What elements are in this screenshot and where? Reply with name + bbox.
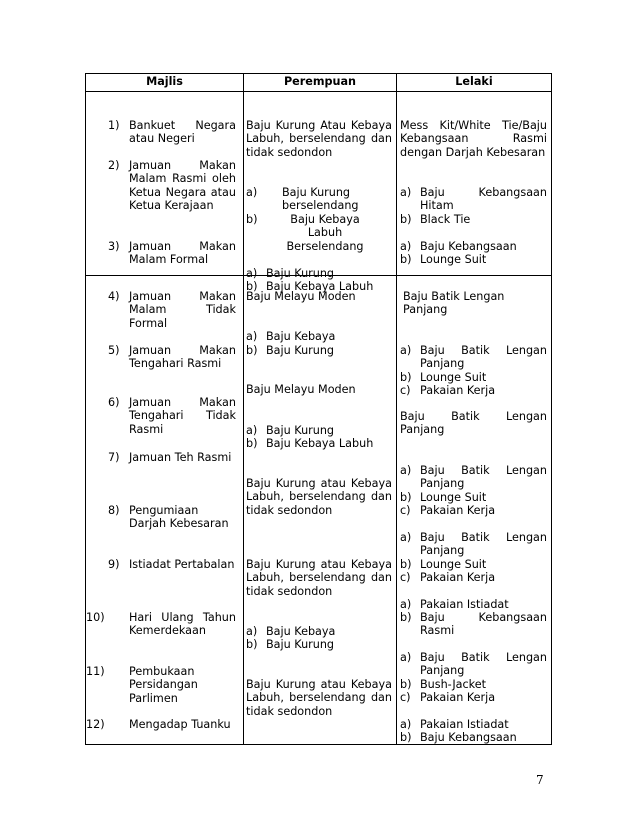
list-item xyxy=(400,651,547,678)
list-item xyxy=(400,186,547,213)
item-number: 3) xyxy=(108,240,120,253)
attire-description: Baju Batik Lengan Panjang xyxy=(400,410,547,437)
item-text: Baju Kebaya Labuh Berselendang xyxy=(286,213,364,253)
attire-description: Baju Kurung Atau Kebaya Labuh, berselendang dan tidak sedondon xyxy=(246,119,392,159)
item-letter: b) xyxy=(246,280,258,293)
header-lelaki: Lelaki xyxy=(397,74,552,92)
item-letter: c) xyxy=(400,691,411,704)
item-text: Baju Batik Lengan Panjang xyxy=(420,464,547,491)
item-text: Pakaian Istiadat xyxy=(420,718,509,731)
item-text: Baju Kebaya xyxy=(266,330,336,343)
list-item xyxy=(400,464,547,491)
item-text: Jamuan Makan Malam Tidak Formal xyxy=(129,290,236,330)
item-text: Jamuan Makan Malam Formal xyxy=(129,240,236,267)
item-letter: a) xyxy=(400,718,412,731)
list-item xyxy=(246,213,392,253)
header-perempuan: Perempuan xyxy=(244,74,397,92)
item-number: 12) xyxy=(86,718,105,731)
list-item xyxy=(86,718,236,731)
list-item xyxy=(86,240,236,267)
list-item xyxy=(400,718,547,731)
item-letter: c) xyxy=(400,504,411,517)
list-item xyxy=(400,253,547,266)
item-letter: a) xyxy=(400,598,412,611)
item-text: Istiadat Pertabalan xyxy=(129,558,235,571)
item-number: 4) xyxy=(108,290,120,303)
item-letter: b) xyxy=(246,437,258,450)
list-item xyxy=(86,290,236,330)
list-item xyxy=(86,504,236,531)
list-item xyxy=(400,678,547,691)
list-item xyxy=(86,558,236,571)
item-text: Baju Kebangsaan xyxy=(420,240,517,253)
item-letter: a) xyxy=(400,344,412,357)
item-letter: b) xyxy=(246,213,258,226)
table-row xyxy=(86,276,552,745)
list-item xyxy=(400,691,547,704)
item-text: Baju Kebangsaan xyxy=(420,731,517,744)
item-letter: b) xyxy=(400,558,412,571)
list-item xyxy=(246,437,392,450)
list-item xyxy=(400,611,547,638)
list-item xyxy=(86,159,236,213)
item-letter: b) xyxy=(400,611,412,624)
item-text: Jamuan Teh Rasmi xyxy=(129,451,232,464)
attire-description: Mess Kit/White Tie/Baju Kebangsaan Rasmi dengan Darjah Kebesaran xyxy=(400,119,547,159)
item-letter: b) xyxy=(400,678,412,691)
item-text: Pakaian Kerja xyxy=(420,571,496,584)
item-letter: b) xyxy=(246,638,258,651)
perempuan-cell xyxy=(244,276,397,745)
item-text: Baju Kebangsaan Hitam xyxy=(420,186,547,213)
item-number: 1) xyxy=(108,119,120,132)
item-number: 11) xyxy=(86,665,105,678)
lelaki-cell xyxy=(397,276,552,745)
list-item xyxy=(86,665,236,705)
list-item xyxy=(400,240,547,253)
item-text: Baju Kurung xyxy=(266,267,335,280)
item-text: Baju Batik Lengan Panjang xyxy=(420,344,547,371)
list-item xyxy=(246,625,392,638)
item-letter: a) xyxy=(246,424,258,437)
list-item xyxy=(246,330,392,343)
item-letter: c) xyxy=(400,384,411,397)
majlis-cell xyxy=(86,92,244,276)
item-number: 8) xyxy=(108,504,120,517)
item-letter: b) xyxy=(400,371,412,384)
header-majlis: Majlis xyxy=(86,74,244,92)
list-item xyxy=(246,424,392,437)
lelaki-cell xyxy=(397,92,552,276)
item-letter: a) xyxy=(400,651,412,664)
item-text: Pengumiaan Darjah Kebesaran xyxy=(129,504,229,531)
item-letter: b) xyxy=(400,213,412,226)
item-text: Baju Batik Lengan Panjang xyxy=(420,531,547,558)
item-letter: a) xyxy=(400,240,412,253)
item-number: 6) xyxy=(108,396,120,409)
item-text: Baju Kurung xyxy=(266,638,335,651)
item-letter: b) xyxy=(400,491,412,504)
item-number: 10) xyxy=(86,611,105,624)
item-letter: a) xyxy=(246,267,258,280)
item-text: Lounge Suit xyxy=(420,491,487,504)
attire-description: Baju Batik Lengan Panjang xyxy=(403,290,505,317)
item-text: Lounge Suit xyxy=(420,371,487,384)
item-text: Baju Kurung berselendang xyxy=(282,186,359,213)
header-row xyxy=(86,74,552,92)
item-text: Baju Batik Lengan Panjang xyxy=(420,651,547,678)
list-item xyxy=(400,213,547,226)
item-text: Jamuan Makan Malam Rasmi oleh Ketua Negara atau Ketua Kerajaan xyxy=(129,159,236,213)
page-number: 7 xyxy=(536,773,544,787)
item-text: Baju Kebaya Labuh xyxy=(266,437,374,450)
item-text: Baju Kebangsaan Rasmi xyxy=(420,611,547,638)
item-number: 5) xyxy=(108,344,120,357)
item-letter: a) xyxy=(400,186,412,199)
list-item xyxy=(86,396,236,436)
item-text: Pakaian Kerja xyxy=(420,504,496,517)
item-text: Black Tie xyxy=(420,213,471,226)
item-number: 7) xyxy=(108,451,120,464)
majlis-cell xyxy=(86,276,244,745)
item-number: 2) xyxy=(108,159,120,172)
list-item xyxy=(400,491,547,504)
item-text: Baju Kurung xyxy=(266,424,335,437)
list-item xyxy=(400,371,547,384)
list-item xyxy=(400,571,547,584)
list-item xyxy=(400,558,547,571)
item-text: Pakaian Kerja xyxy=(420,384,496,397)
list-item xyxy=(400,384,547,397)
item-letter: b) xyxy=(246,344,258,357)
list-item xyxy=(86,611,236,638)
list-item xyxy=(400,531,547,558)
item-text: Bankuet Negara atau Negeri xyxy=(129,119,236,146)
item-text: Bush-Jacket xyxy=(420,678,486,691)
attire-description: Baju Kurung atau Kebaya Labuh, berselendang dan tidak sedondon xyxy=(246,558,392,598)
list-item xyxy=(400,598,547,611)
attire-description: Baju Melayu Moden xyxy=(246,383,356,396)
list-item xyxy=(246,638,392,651)
item-letter: a) xyxy=(400,464,412,477)
list-item xyxy=(246,344,392,357)
item-text: Baju Kurung xyxy=(266,344,335,357)
item-text: Pembukaan Persidangan Parlimen xyxy=(129,665,198,705)
item-letter: a) xyxy=(246,186,258,199)
item-letter: a) xyxy=(246,625,258,638)
attire-description: Baju Kurung atau Kebaya Labuh, berselendang dan tidak sedondon xyxy=(246,678,392,718)
item-text: Pakaian Istiadat xyxy=(420,598,509,611)
table-row xyxy=(86,92,552,276)
list-item xyxy=(86,119,236,146)
item-letter: a) xyxy=(400,531,412,544)
item-text: Baju Kebaya Labuh xyxy=(266,280,374,293)
list-item xyxy=(86,451,236,464)
list-item xyxy=(400,344,547,371)
item-text: Hari Ulang Tahun Kemerdekaan xyxy=(129,611,236,638)
item-text: Mengadap Tuanku xyxy=(129,718,231,731)
item-text: Jamuan Makan Tengahari Rasmi xyxy=(129,344,236,371)
item-letter: c) xyxy=(400,571,411,584)
perempuan-cell xyxy=(244,92,397,293)
item-text: Pakaian Kerja xyxy=(420,691,496,704)
item-letter: b) xyxy=(400,253,412,266)
item-text: Baju Kebaya xyxy=(266,625,336,638)
dress-code-table xyxy=(85,73,552,745)
item-text: Jamuan Makan Tengahari Tidak Rasmi xyxy=(129,396,236,436)
item-number: 9) xyxy=(108,558,120,571)
item-text: Lounge Suit xyxy=(420,558,487,571)
list-item xyxy=(400,731,547,744)
item-letter: b) xyxy=(400,731,412,744)
attire-description: Baju Kurung atau Kebaya Labuh, berselendang dan tidak sedondon xyxy=(246,477,392,517)
list-item xyxy=(246,186,392,213)
list-item xyxy=(86,344,236,371)
attire-description: Baju Melayu Moden xyxy=(246,290,356,303)
item-letter: a) xyxy=(246,330,258,343)
item-text: Lounge Suit xyxy=(420,253,487,266)
list-item xyxy=(400,504,547,517)
